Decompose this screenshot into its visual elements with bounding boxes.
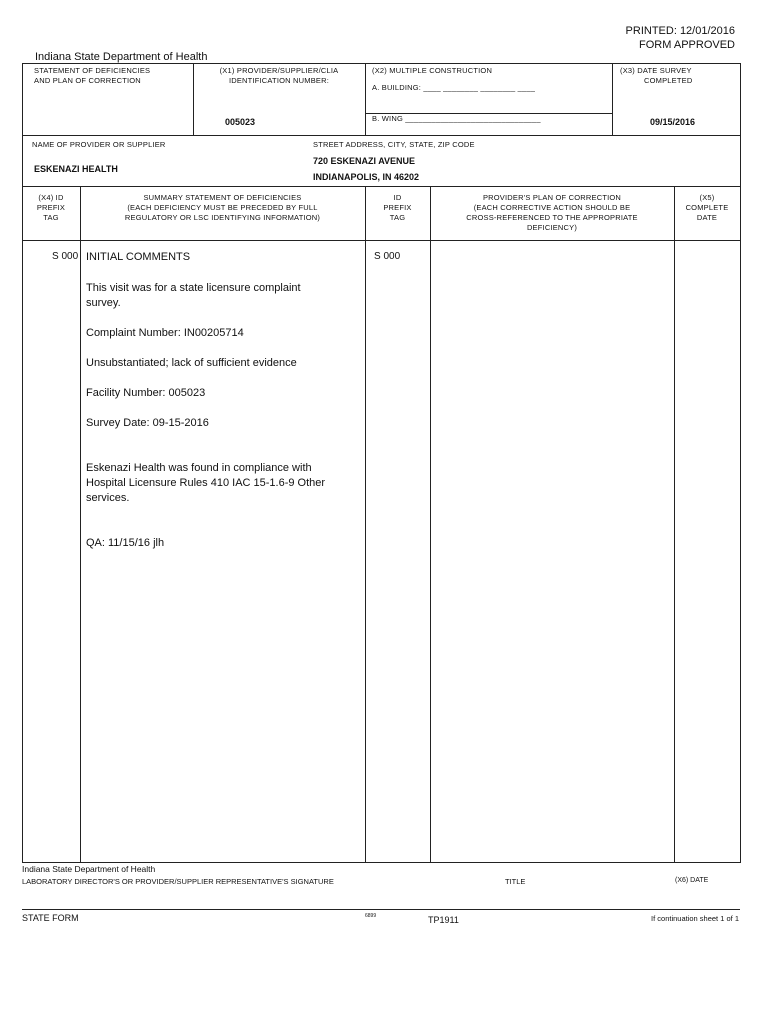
x3-label: (X3) DATE SURVEY COMPLETED [620,66,693,85]
state-form-label: STATE FORM [22,913,79,923]
plan-header: PROVIDER'S PLAN OF CORRECTION (EACH CORRECTIVE ACTION SHOULD BE CROSS-REFERENCED TO THE APPROPRIATE DEFICIENCY) [466,193,638,232]
provider-name: ESKENAZI HEALTH [34,164,118,174]
x6-date-label: (X6) DATE [675,877,709,884]
x5-header: (X5) COMPLETE DATE [685,193,729,222]
form-code: 6899 [365,913,377,919]
x4-header: (X4) ID PREFIX TAG [36,193,66,222]
x2-label: (X2) MULTIPLE CONSTRUCTION [372,66,493,75]
provider-name-label: NAME OF PROVIDER OR SUPPLIER [32,140,166,149]
paragraph: Facility Number: 005023 [86,387,206,399]
building-field: A. BUILDING: ____ ________ ________ ____ [372,83,536,92]
id-header: ID PREFIX TAG [383,193,412,222]
paragraph: Unsubstantiated; lack of sufficient evidence [86,357,297,369]
statement-label: STATEMENT OF DEFICIENCIES AND PLAN OF CORRECTION [34,66,151,85]
paragraph: Complaint Number: IN00205714 [86,327,244,339]
x1-label: (X1) PROVIDER/SUPPLIER/CLIA IDENTIFICATION NUMBER: [219,66,339,85]
wing-field: B. WING _______________________________ [372,114,541,123]
form-approved: FORM APPROVED [639,39,735,51]
survey-completed-date: 09/15/2016 [650,117,696,127]
address-line1: 720 ESKENAZI AVENUE [313,156,416,166]
entry-title: INITIAL COMMENTS [86,251,191,263]
paragraph: Survey Date: 09-15-2016 [86,417,209,429]
address-label: STREET ADDRESS, CITY, STATE, ZIP CODE [313,140,475,149]
entry-body [86,281,361,551]
signature-label: LABORATORY DIRECTOR'S OR PROVIDER/SUPPLIER REPRESENTATIVE'S SIGNATURE [22,877,334,886]
summary-header: SUMMARY STATEMENT OF DEFICIENCIES (EACH DEFICIENCY MUST BE PRECEDED BY FULL REGULATORY OR LSC IDENTIFYING INFORMATION) [124,193,321,222]
tp-code: TP1911 [428,915,459,925]
provider-id-number: 005023 [225,117,256,127]
footer-agency: Indiana State Department of Health [22,864,156,874]
paragraph: This visit was for a state licensure complaint survey. [86,282,301,309]
tag-left: S 000 [52,251,79,262]
continuation-sheet: If continuation sheet 1 of 1 [651,914,739,923]
tag-right: S 000 [374,251,401,262]
paragraph: QA: 11/15/16 jlh [86,537,165,549]
paragraph: Eskenazi Health was found in compliance with Hospital Licensure Rules 410 IAC 15-1.6-9 Other services. [86,462,326,504]
title-label: TITLE [505,877,526,886]
printed-date: PRINTED: 12/01/2016 [625,25,735,37]
address-line2: INDIANAPOLIS, IN 46202 [313,172,420,182]
agency-title: Indiana State Department of Health [35,51,208,63]
